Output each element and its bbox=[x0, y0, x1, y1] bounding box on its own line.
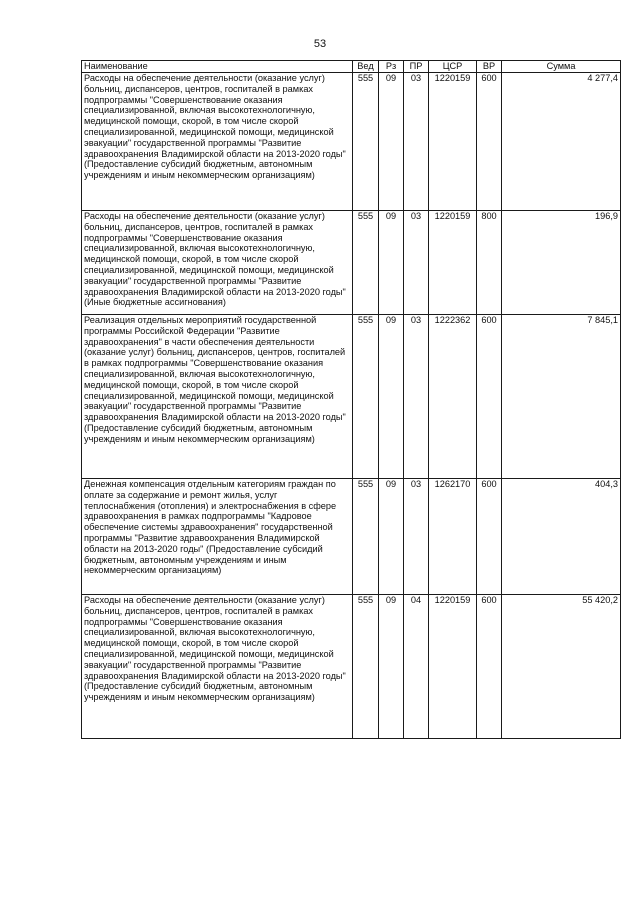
row-sum: 404,3 bbox=[502, 479, 621, 595]
row-rz: 09 bbox=[379, 595, 404, 739]
row-ved: 555 bbox=[353, 73, 379, 211]
row-sum: 196,9 bbox=[502, 211, 621, 315]
row-rz: 09 bbox=[379, 211, 404, 315]
row-pr: 03 bbox=[404, 73, 429, 211]
row-rz: 09 bbox=[379, 73, 404, 211]
row-vr: 600 bbox=[477, 73, 502, 211]
table-row bbox=[82, 211, 621, 315]
row-pr: 03 bbox=[404, 479, 429, 595]
row-ved: 555 bbox=[353, 315, 379, 479]
row-csr: 1222362 bbox=[429, 315, 477, 479]
header-csr: ЦСР bbox=[429, 61, 477, 73]
row-pr: 04 bbox=[404, 595, 429, 739]
row-pr: 03 bbox=[404, 211, 429, 315]
row-vr: 600 bbox=[477, 479, 502, 595]
row-name: Денежная компенсация отдельным категориям граждан по оплате за содержание и ремонт жилья, услуг теплоснабжения (отопления) и электроснабжения в сфере здравоохранения в рамках подпрограммы "Кадровое обеспечение системы здравоохранения" государственной программы "Развитие здравоохранения Владимирской области на 2013-2020 годы" (Предоставление субсидий бюджетным, автономным учреждениям и иным некоммерческим организациям) bbox=[82, 479, 353, 595]
table-row bbox=[82, 595, 621, 739]
row-csr: 1220159 bbox=[429, 595, 477, 739]
table-row bbox=[82, 479, 621, 595]
header-name: Наименование bbox=[82, 61, 353, 73]
header-ved: Вед bbox=[353, 61, 379, 73]
header-pr: ПР bbox=[404, 61, 429, 73]
row-ved: 555 bbox=[353, 479, 379, 595]
header-sum: Сумма bbox=[502, 61, 621, 73]
row-name: Расходы на обеспечение деятельности (оказание услуг) больниц, диспансеров, центров, госпиталей в рамках подпрограммы "Совершенствование оказания специализированной, включая высокотехнологичную, медицинской помощи, скорой, в том числе скорой специализированной, медицинской помощи, медицинской эвакуации" государственной программы "Развитие здравоохранения Владимирской области на 2013-2020 годы" (Предоставление субсидий бюджетным, автономным учреждениям и иным некоммерческим организациям) bbox=[82, 595, 353, 739]
table-row bbox=[82, 315, 621, 479]
row-vr: 800 bbox=[477, 211, 502, 315]
row-pr: 03 bbox=[404, 315, 429, 479]
row-csr: 1262170 bbox=[429, 479, 477, 595]
header-rz: Рз bbox=[379, 61, 404, 73]
row-vr: 600 bbox=[477, 595, 502, 739]
row-name: Расходы на обеспечение деятельности (оказание услуг) больниц, диспансеров, центров, госпиталей в рамках подпрограммы "Совершенствование оказания специализированной, включая высокотехнологичную, медицинской помощи, скорой, в том числе скорой специализированной, медицинской помощи, медицинской эвакуации" государственной программы "Развитие здравоохранения Владимирской области на 2013-2020 годы" (Иные бюджетные ассигнования) bbox=[82, 211, 353, 315]
row-rz: 09 bbox=[379, 479, 404, 595]
row-sum: 4 277,4 bbox=[502, 73, 621, 211]
table-row bbox=[82, 73, 621, 211]
row-ved: 555 bbox=[353, 595, 379, 739]
row-csr: 1220159 bbox=[429, 73, 477, 211]
budget-table bbox=[81, 60, 621, 739]
table-header-row bbox=[82, 61, 621, 73]
row-sum: 55 420,2 bbox=[502, 595, 621, 739]
row-ved: 555 bbox=[353, 211, 379, 315]
row-csr: 1220159 bbox=[429, 211, 477, 315]
row-sum: 7 845,1 bbox=[502, 315, 621, 479]
row-name: Расходы на обеспечение деятельности (оказание услуг) больниц, диспансеров, центров, госпиталей в рамках подпрограммы "Совершенствование оказания специализированной, включая высокотехнологичную, медицинской помощи, скорой, в том числе скорой специализированной, медицинской помощи, медицинской эвакуации" государственной программы "Развитие здравоохранения Владимирской области на 2013-2020 годы" (Предоставление субсидий бюджетным, автономным учреждениям и иным некоммерческим организациям) bbox=[82, 73, 353, 211]
row-rz: 09 bbox=[379, 315, 404, 479]
row-name: Реализация отдельных мероприятий государственной программы Российской Федерации "Развитие здравоохранения" в части обеспечения деятельности (оказание услуг) больниц, диспансеров, центров, госпиталей в рамках подпрограммы "Совершенствование оказания специализированной, включая высокотехнологичную, медицинской помощи, скорой, в том числе скорой специализированной, медицинской помощи, медицинской эвакуации" государственной программы "Развитие здравоохранения Владимирской области на 2013-2020 годы" (Предоставление субсидий бюджетным, автономным учреждениям и иным некоммерческим организациям) bbox=[82, 315, 353, 479]
row-vr: 600 bbox=[477, 315, 502, 479]
page-number: 53 bbox=[313, 38, 327, 50]
header-vr: ВР bbox=[477, 61, 502, 73]
